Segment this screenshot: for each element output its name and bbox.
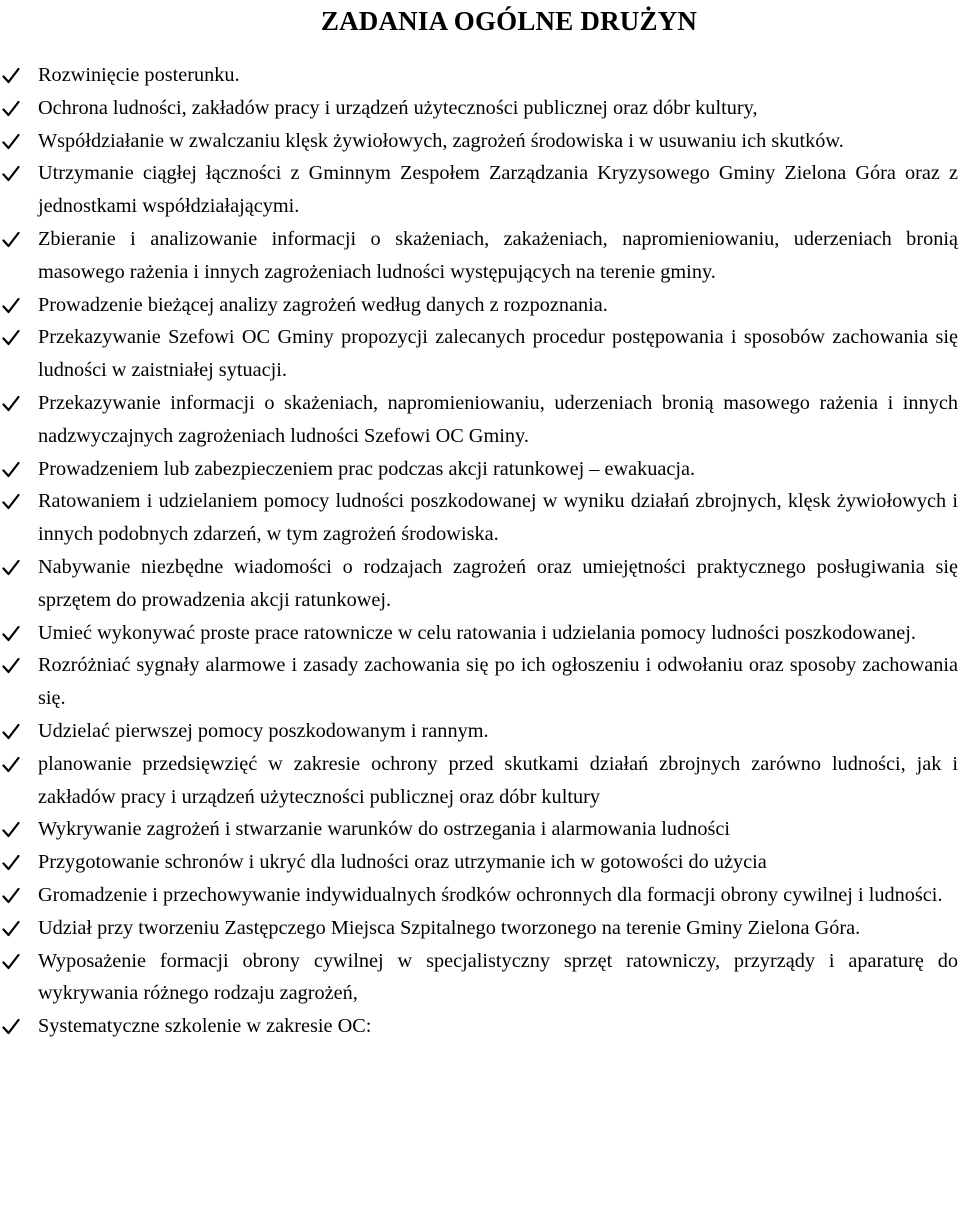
checkmark-icon — [2, 461, 20, 479]
checkmark-icon — [2, 493, 20, 511]
list-item-text: Rozróżniać sygnały alarmowe i zasady zachowania się po ich ogłoszeniu i odwołaniu oraz sposoby zachowania się. — [38, 654, 958, 710]
list-item-text: Nabywanie niezbędne wiadomości o rodzajach zagrożeń oraz umiejętności praktycznego posługiwania się sprzętem do prowadzenia akcji ratunkowej. — [38, 555, 958, 611]
checkmark-icon — [2, 657, 20, 675]
page-title: ZADANIA OGÓLNE DRUŻYN — [320, 6, 698, 36]
list-item-text: Rozwinięcie posterunku. — [38, 64, 240, 86]
checkmark-icon — [2, 297, 20, 315]
checkmark-icon — [2, 723, 20, 741]
checkmark-icon — [2, 395, 20, 413]
list-item — [0, 157, 960, 223]
checkmark-icon — [2, 100, 20, 118]
list-item-text: Utrzymanie ciągłej łączności z Gminnym Zespołem Zarządzania Kryzysowego Gminy Zielona Góra oraz z jednostkami współdziałającymi. — [38, 162, 958, 218]
list-item-text: Przekazywanie informacji o skażeniach, napromieniowaniu, uderzeniach bronią masowego rażenia i innych nadzwyczajnych zagrożeniach ludności Szefowi OC Gminy. — [38, 391, 958, 447]
checkmark-icon — [2, 231, 20, 249]
checkmark-icon — [2, 854, 20, 872]
list-item-text: Wykrywanie zagrożeń i stwarzanie warunków do ostrzegania i alarmowania ludności — [38, 818, 731, 841]
list-item — [0, 879, 960, 912]
list-item-text: Zbieranie i analizowanie informacji o skażeniach, zakażeniach, napromieniowaniu, uderzeniach bronią masowego rażenia i innych zagrożeniach ludności występujących na terenie gminy. — [38, 227, 958, 283]
list-item-text: Systematyczne szkolenie w zakresie OC: — [38, 1015, 372, 1038]
list-item — [0, 92, 960, 125]
list-item — [0, 321, 960, 387]
checkmark-icon — [2, 920, 20, 938]
list-item — [0, 223, 960, 289]
list-item-text: Udział przy tworzeniu Zastępczego Miejsca Szpitalnego tworzonego na terenie Gminy Zielona Góra. — [38, 916, 861, 939]
checkmark-icon — [2, 953, 20, 971]
task-list — [0, 59, 960, 1043]
checkmark-icon — [2, 329, 20, 347]
list-item-text: Ratowaniem i udzielaniem pomocy ludności poszkodowanej w wyniku działań zbrojnych, klęsk żywiołowych i innych podobnych zdarzeń, w tym zagrożeń środowiska. — [38, 490, 958, 546]
list-item — [0, 813, 960, 846]
checkmark-icon — [2, 133, 20, 151]
list-item — [0, 846, 960, 879]
list-item — [0, 715, 960, 748]
list-item-text: Prowadzeniem lub zabezpieczeniem prac podczas akcji ratunkowej – ewakuacja. — [38, 457, 696, 480]
list-item-text: Współdziałanie w zwalczaniu klęsk żywiołowych, zagrożeń środowiska i w usuwaniu ich skutków. — [38, 129, 844, 152]
list-item — [0, 748, 960, 814]
list-item — [0, 945, 960, 1011]
list-item — [0, 453, 960, 486]
list-item — [0, 59, 960, 92]
checkmark-icon — [2, 1018, 20, 1036]
list-item-text: Gromadzenie i przechowywanie indywidualnych środków ochronnych dla formacji obrony cywilnej i ludności. — [38, 883, 943, 906]
checkmark-icon — [2, 625, 20, 643]
list-item — [0, 649, 960, 715]
checkmark-icon — [2, 887, 20, 905]
list-item-text: Umieć wykonywać proste prace ratownicze w celu ratowania i udzielania pomocy ludności poszkodowanej. — [38, 621, 916, 644]
list-item-text: Prowadzenie bieżącej analizy zagrożeń według danych z rozpoznania. — [38, 293, 608, 316]
list-item — [0, 485, 960, 551]
list-item-text: planowanie przedsięwzięć w zakresie ochrony przed skutkami działań zbrojnych zarówno ludności, jak i zakładów pracy i urządzeń użyteczności publicznej oraz dóbr kultury — [38, 752, 958, 808]
list-item — [0, 912, 960, 945]
list-item-text: Wyposażenie formacji obrony cywilnej w specjalistyczny sprzęt ratowniczy, przyrządy i aparaturę do wykrywania różnego rodzaju zagrożeń, — [38, 949, 958, 1005]
list-item — [0, 125, 960, 158]
list-item — [0, 617, 960, 650]
checkmark-icon — [2, 67, 20, 85]
checkmark-icon — [2, 559, 20, 577]
list-item — [0, 551, 960, 617]
list-item-text: Udzielać pierwszej pomocy poszkodowanym i rannym. — [38, 719, 489, 742]
list-item-text: Ochrona ludności, zakładów pracy i urządzeń użyteczności publicznej oraz dóbr kultury, — [38, 96, 758, 119]
list-item — [0, 289, 960, 322]
list-item — [0, 387, 960, 453]
list-item — [0, 1010, 960, 1043]
list-item-text: Przygotowanie schronów i ukryć dla ludności oraz utrzymanie ich w gotowości do użycia — [38, 851, 767, 874]
list-item-text: Przekazywanie Szefowi OC Gminy propozycji zalecanych procedur postępowania i sposobów zachowania się ludności w zaistniałej sytuacji. — [38, 326, 958, 382]
checkmark-icon — [2, 821, 20, 839]
checkmark-icon — [2, 756, 20, 774]
checkmark-icon — [2, 165, 20, 183]
